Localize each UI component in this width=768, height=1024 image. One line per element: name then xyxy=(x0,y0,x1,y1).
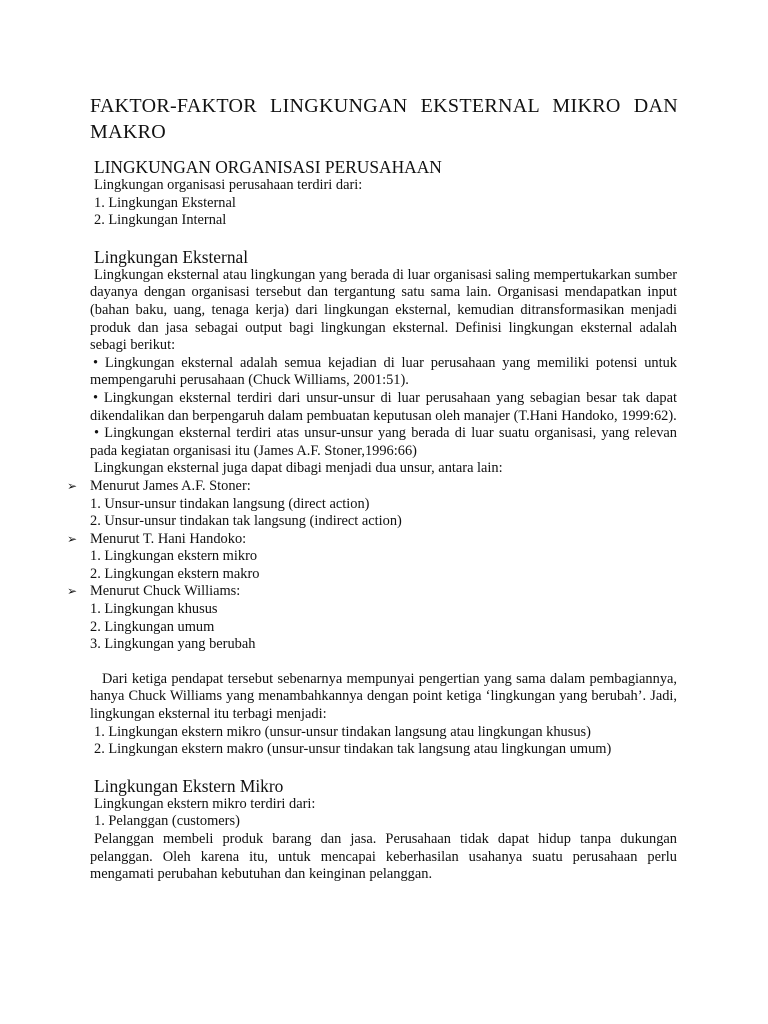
bullet-group-label xyxy=(67,530,677,549)
paragraph: Pelanggan membeli produk barang dan jasa. Perusahaan tidak dapat hidup tanpa dukungan pelanggan. Oleh karena itu, untuk mencapai keberhasilan usahanya suatu perusahaan perlu mengamati perubahan kebutuhan dan keinginan pelanggan. xyxy=(90,831,677,883)
definition-item: • Lingkungan eksternal terdiri atas unsur-unsur yang berada di luar suatu organisasi, yang relevan pada kegiatan organisasi itu (James A.F. Stoner,1996:66) xyxy=(90,425,677,459)
list-item: 2. Lingkungan Internal xyxy=(94,212,227,229)
arrowhead-bullet-icon: ➢ xyxy=(67,531,78,546)
paragraph: Lingkungan eksternal juga dapat dibagi menjadi dua unsur, antara lain: xyxy=(94,460,503,477)
list-item: 1. Unsur-unsur tindakan langsung (direct action) xyxy=(90,495,370,512)
arrowhead-bullet-icon: ➢ xyxy=(67,584,78,599)
document-body xyxy=(67,157,677,884)
bullet-group-label xyxy=(67,477,677,496)
bullet-label-text: Menurut Chuck Williams: xyxy=(90,583,241,600)
definition-item: • Lingkungan eksternal adalah semua kejadian di luar perusahaan yang memiliki potensi untuk mempengaruhi perusahaan (Chuck Williams, 2001:51). xyxy=(90,354,677,389)
list-item: 1. Pelanggan (customers) xyxy=(94,813,240,830)
list-item: 2. Lingkungan ekstern makro xyxy=(90,565,260,582)
section-intro: Lingkungan ekstern mikro terdiri dari: xyxy=(94,795,316,812)
list-item: 2. Unsur-unsur tindakan tak langsung (indirect action) xyxy=(90,513,402,530)
list-item: 2. Lingkungan umum xyxy=(90,618,215,635)
bullet-label-text: Menurut James A.F. Stoner: xyxy=(90,477,251,494)
list-item: 1. Lingkungan khusus xyxy=(90,601,218,618)
list-item: 1. Lingkungan ekstern mikro (unsur-unsur tindakan langsung atau lingkungan khusus) xyxy=(94,723,591,740)
definition-item: • Lingkungan eksternal terdiri dari unsur-unsur di luar perusahaan yang sebagian besar tak dapat dikendalikan dan berpengaruh dalam pembuatan keputusan oleh manajer (T.Hani Handoko, 1999:62). xyxy=(90,389,677,424)
list-item: 1. Lingkungan Eksternal xyxy=(94,194,236,211)
bullet-label-text: Menurut T. Hani Handoko: xyxy=(90,530,247,547)
list-item: 2. Lingkungan ekstern makro (unsur-unsur tindakan tak langsung atau lingkungan umum) xyxy=(94,741,612,758)
document-title-line1: FAKTOR-FAKTOR LINGKUNGAN EKSTERNAL MIKRO DAN xyxy=(90,95,678,117)
list-item: 1. Lingkungan ekstern mikro xyxy=(90,548,258,565)
bullet-group-label xyxy=(67,583,677,601)
paragraph: Dari ketiga pendapat tersebut sebenarnya mempunyai pengertian yang sama dalam pembagiannya, hanya Chuck Williams yang menambahkannya dengan point ketiga ‘lingkungan yang berubah’. Jadi, lingkungan eksternal itu terbagi menjadi: xyxy=(90,670,677,723)
section-heading-eksternal: Lingkungan Eksternal xyxy=(94,246,249,267)
list-item: 3. Lingkungan yang berubah xyxy=(90,636,256,653)
document-title-line2: MAKRO xyxy=(90,121,166,143)
section-heading-organisasi: LINGKUNGAN ORGANISASI PERUSAHAAN xyxy=(94,157,442,177)
section-intro: Lingkungan organisasi perusahaan terdiri dari: xyxy=(94,177,363,193)
arrowhead-bullet-icon: ➢ xyxy=(67,478,78,493)
section-heading-ekstern-mikro: Lingkungan Ekstern Mikro xyxy=(94,775,284,796)
paragraph: Lingkungan eksternal atau lingkungan yang berada di luar organisasi saling mempertukarkan sumber dayanya dengan organisasi tersebut dan tergantung satu sama lain. Organisasi mendapatkan input (bahan baku, uang, tenaga kerja) dari lingkungan eksternal, kemudian ditransformasikan menjadi produk dan jasa sebagai output bagi lingkungan eksternal. Definisi lingkungan eksternal adalah sebagi berikut: xyxy=(90,266,677,354)
